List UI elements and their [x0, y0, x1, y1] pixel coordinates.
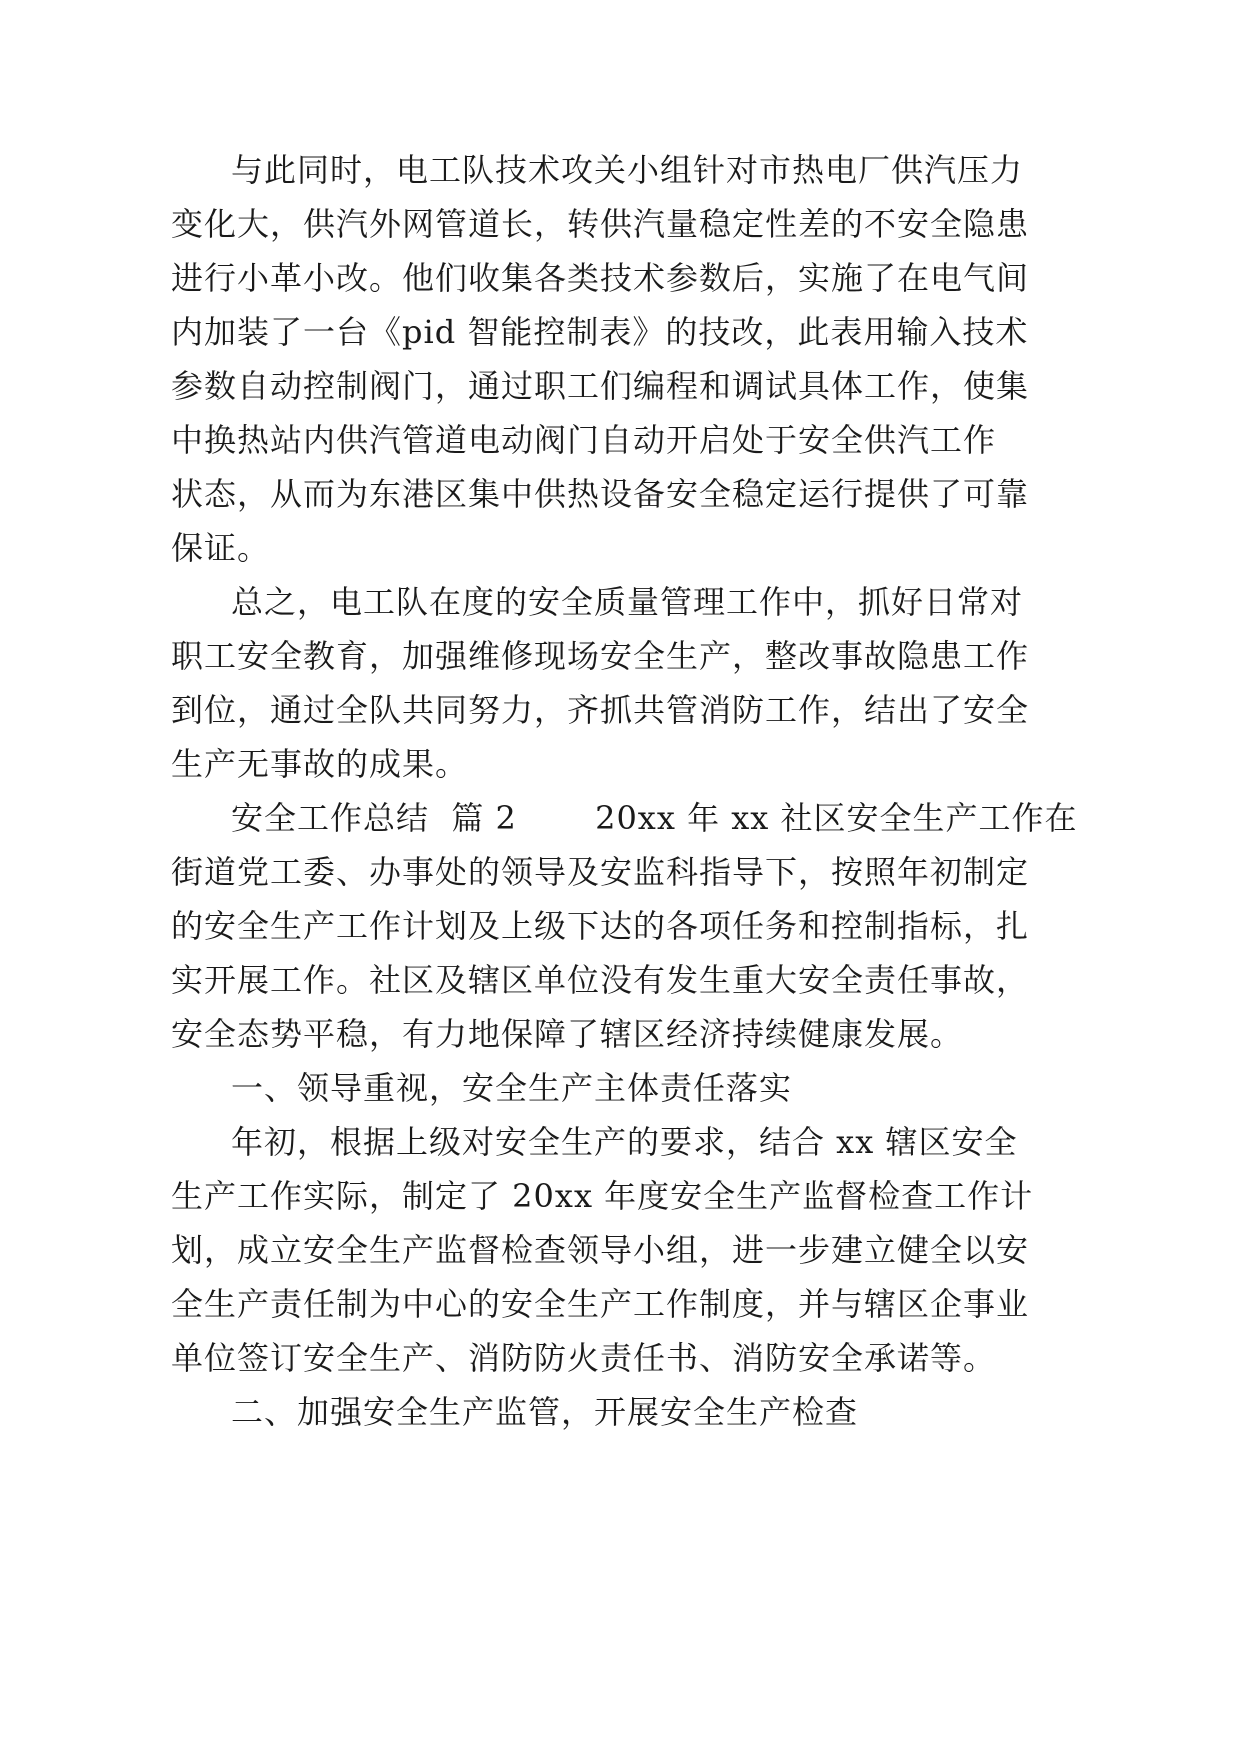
text-line: 生产无事故的成果。 [171, 745, 469, 783]
text-line: 进行小革小改。他们收集各类技术参数后，实施了在电气间 [171, 259, 1030, 297]
subheading-line: 二、加强安全生产监管，开展安全生产检查 [231, 1393, 859, 1431]
text-line: 总之，电工队在度的安全质量管理工作中，抓好日常对 [231, 583, 1024, 621]
text-line: 实开展工作。社区及辖区单位没有发生重大安全责任事故， [171, 961, 1030, 999]
text-line: 参数自动控制阀门，通过职工们编程和调试具体工作，使集 [171, 367, 1030, 405]
text-line: 安全态势平稳，有力地保障了辖区经济持续健康发展。 [171, 1015, 964, 1053]
text-line: 与此同时，电工队技术攻关小组针对市热电厂供汽压力 [231, 151, 1024, 189]
text-line: 中换热站内供汽管道电动阀门自动开启处于安全供汽工作 [171, 421, 997, 459]
text-line: 保证。 [171, 529, 271, 567]
text-line: 年初，根据上级对安全生产的要求，结合 xx 辖区安全 [231, 1123, 1018, 1161]
text-line: 单位签订安全生产、消防防火责任书、消防安全承诺等。 [171, 1339, 997, 1377]
text-line: 的安全生产工作计划及上级下达的各项任务和控制指标，扎 [171, 907, 1030, 945]
subheading-line: 一、领导重视，安全生产主体责任落实 [231, 1069, 793, 1107]
text-line: 到位，通过全队共同努力，齐抓共管消防工作，结出了安全 [171, 691, 1030, 729]
section-heading-line: 安全工作总结 篇 2 20xx 年 xx 社区安全生产工作在 [231, 799, 1078, 837]
text-line: 划，成立安全生产监督检查领导小组，进一步建立健全以安 [171, 1231, 1030, 1269]
text-line: 全生产责任制为中心的安全生产工作制度，并与辖区企事业 [171, 1285, 1030, 1323]
text-line: 变化大，供汽外网管道长，转供汽量稳定性差的不安全隐患 [171, 205, 1030, 243]
text-line: 职工安全教育，加强维修现场安全生产，整改事故隐患工作 [171, 637, 1030, 675]
text-line: 内加装了一台《pid 智能控制表》的技改，此表用输入技术 [171, 313, 1029, 351]
text-line: 街道党工委、办事处的领导及安监科指导下，按照年初制定 [171, 853, 1030, 891]
text-line: 生产工作实际，制定了 20xx 年度安全生产监督检查工作计 [171, 1177, 1034, 1215]
text-line: 状态，从而为东港区集中供热设备安全稳定运行提供了可靠 [171, 475, 1030, 513]
